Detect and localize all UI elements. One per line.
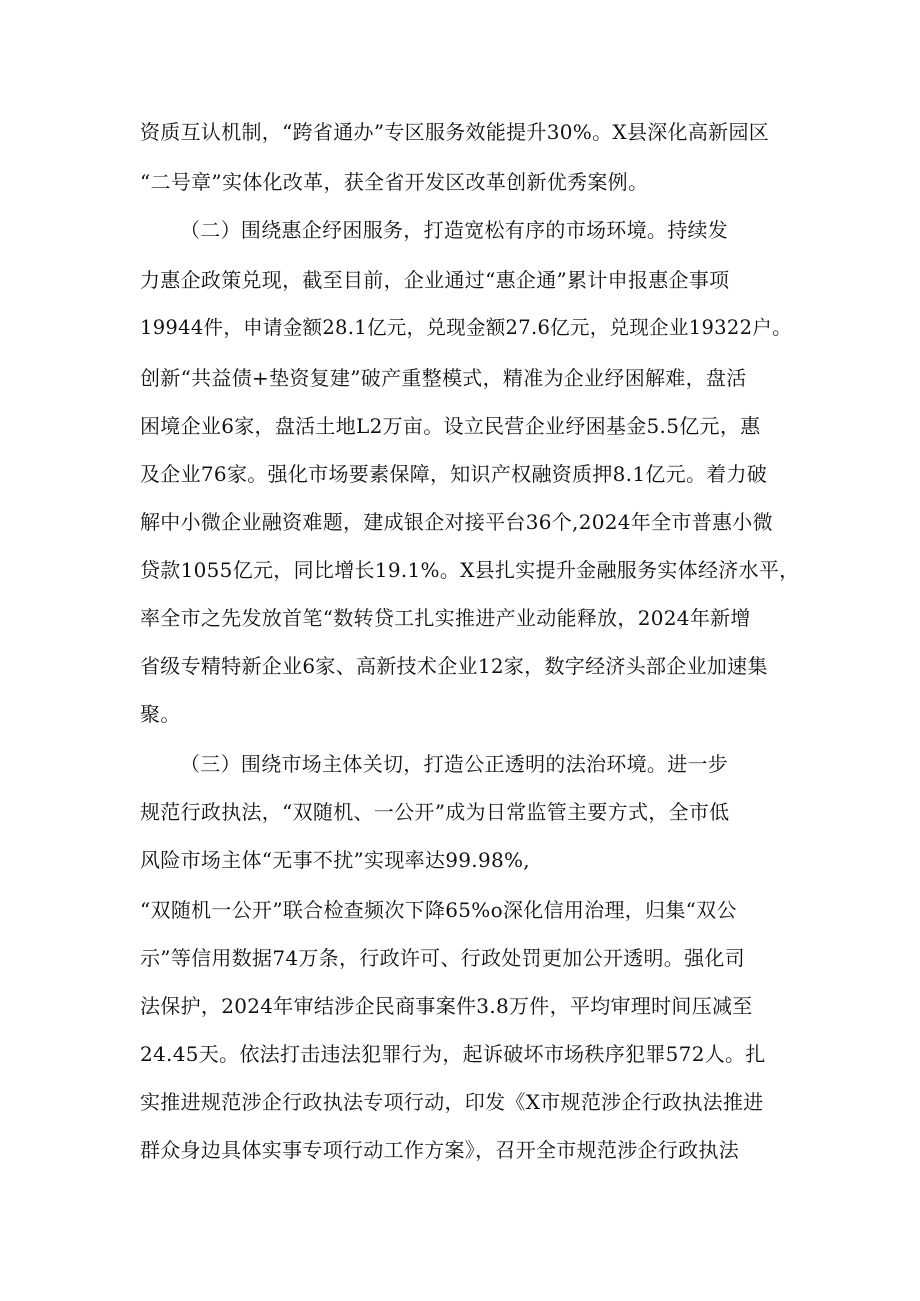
text-line: 实推进规范涉企行政执法专项行动，印发《X市规范涉企行政执法推进: [140, 1090, 764, 1114]
text-line: 解中小微企业融资难题，建成银企对接平台36个,2024年全市普惠小微: [140, 510, 773, 534]
text-line: 率全市之先发放首笔“数转贷工扎实推进产业动能释放，2024年新增: [140, 606, 751, 630]
text-line: 19944件，申请金额28.1亿元，兑现金额27.6亿元，兑现企业19322户。: [140, 316, 792, 339]
text-line: 法保护，2024年审结涉企民商事案件3.8万件，平均审理时间压减至: [140, 994, 753, 1018]
paragraph-heading-line: （二）围绕惠企纾困服务，打造宽松有序的市场环境。持续发: [180, 218, 729, 242]
text-line: 聚。: [140, 702, 181, 726]
text-line: 资质互认机制，“跨省通办”专区服务效能提升30%。X县深化高新园区: [140, 120, 770, 144]
text-line: 力惠企政策兑现，截至目前，企业通过“惠企通”累计申报惠企事项: [140, 268, 730, 292]
text-line: 规范行政执法，“双随机、一公开”成为日常监管主要方式，全市低: [140, 800, 730, 824]
text-line: 困境企业6家，盘活土地L2万亩。设立民营企业纾困基金5.5亿元，惠: [140, 414, 761, 438]
text-line: 贷款1055亿元，同比增长19.1%。X县扎实提升金融服务实体经济水平，: [140, 558, 800, 582]
text-line: 示”等信用数据74万条，行政许可、行政处罚更加公开透明。强化司: [140, 946, 745, 970]
text-line: “双随机一公开”联合检查频次下降65%o深化信用治理，归集“双公: [140, 898, 737, 922]
text-line: 创新“共益债+垫资复建”破产重整模式，精准为企业纾困解难，盘活: [140, 366, 747, 390]
text-line: “二号章”实体化改革，获全省开发区改革创新优秀案例。: [140, 170, 649, 194]
paragraph-heading-line: （三）围绕市场主体关切，打造公正透明的法治环境。进一步: [180, 752, 729, 776]
text-line: 及企业76家。强化市场要素保障，知识产权融资质押8.1亿元。着力破: [140, 462, 768, 486]
text-line: 群众身边具体实事专项行动工作方案》，召开全市规范涉企行政执法: [140, 1138, 739, 1162]
text-line: 省级专精特新企业6家、高新技术企业12家，数字经济头部企业加速集: [140, 654, 768, 678]
text-line: 风险市场主体“无事不扰”实现率达99.98%,: [140, 848, 530, 872]
text-line: 24.45天。依法打击违法犯罪行为，起诉破坏市场秩序犯罪572人。扎: [140, 1042, 766, 1066]
